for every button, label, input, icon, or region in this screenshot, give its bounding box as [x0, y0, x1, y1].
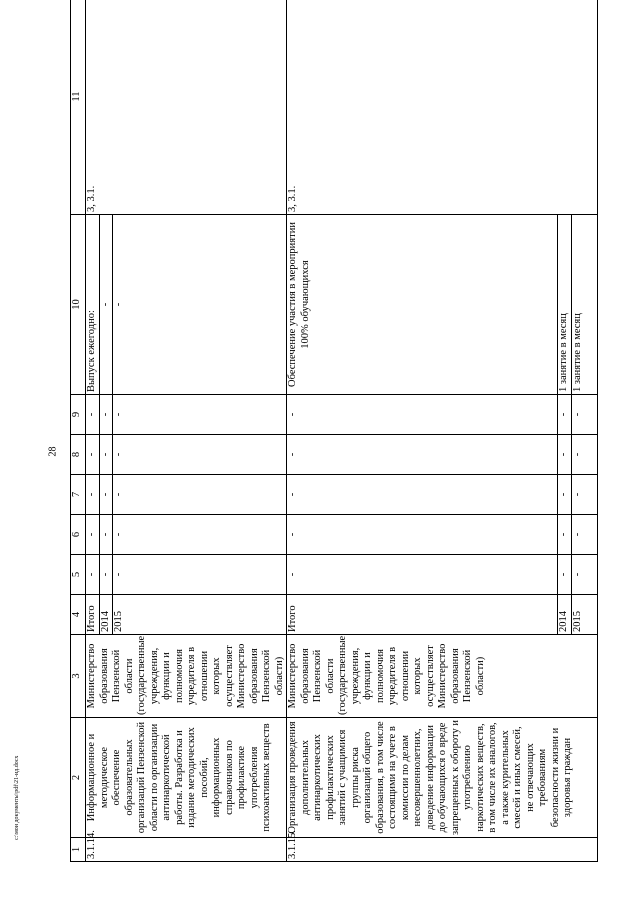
activity-executor: Министерство образования Пензенской области (государственные учреждения, функции и полномочия учредителя в отношении которых осуществляет Министерство образования Пензенской области)	[287, 635, 598, 718]
column-header: 8	[71, 435, 86, 475]
column-header: 10	[71, 215, 86, 395]
indicator-cell: -	[113, 215, 287, 395]
value-cell: -	[113, 475, 287, 515]
value-cell: -	[287, 435, 558, 475]
footer-file-path: c:\мои документы\pdf\21-ид.docx	[14, 755, 20, 840]
indicator-cell: -	[99, 215, 113, 395]
indicator-cell: Обеспечение участия в мероприятии 100% обучающихся	[287, 215, 558, 395]
value-cell: -	[113, 555, 287, 595]
column-header: 7	[71, 475, 86, 515]
value-cell: -	[558, 435, 572, 475]
column-header: 6	[71, 515, 86, 555]
value-cell: -	[86, 435, 100, 475]
activity-description: Организация проведения дополнительных антинаркотических профилактических занятий с учащимися группы риска организаций общего образования, в том числе состоящими на учете в комиссии по делам несовершеннолетних, доведение информации до обучающихся о вреде запрещенных к обороту и употреблению наркотических веществ, в том числе их аналогов, а также курительных смесей и иных смесей, не отвечающих требованиям безопасности жизни и здоровья граждан	[287, 718, 598, 838]
indicator-cell: 1 занятие в месяц	[558, 215, 572, 395]
year-cell: 2015	[571, 595, 598, 635]
table-row	[287, 0, 558, 862]
value-cell: -	[287, 515, 558, 555]
value-cell: -	[99, 555, 113, 595]
value-cell: -	[287, 555, 558, 595]
value-cell: -	[558, 555, 572, 595]
value-cell: -	[113, 435, 287, 475]
value-cell: -	[558, 515, 572, 555]
column-header: 11	[71, 0, 86, 215]
year-cell: Итого	[287, 595, 558, 635]
year-cell: 2014	[99, 595, 113, 635]
value-cell: -	[86, 515, 100, 555]
activity-number: 3.1.14.	[86, 838, 287, 862]
value-cell: -	[287, 395, 558, 435]
value-cell: -	[571, 555, 598, 595]
program-activities-table	[70, 0, 598, 862]
value-cell: -	[99, 395, 113, 435]
year-cell: 2015	[113, 595, 287, 635]
value-cell: -	[86, 555, 100, 595]
column-header: 1	[71, 838, 86, 862]
table-row	[86, 0, 100, 862]
column-header: 4	[71, 595, 86, 635]
year-cell: Итого	[86, 595, 100, 635]
value-cell: -	[571, 475, 598, 515]
column-header: 5	[71, 555, 86, 595]
value-cell: -	[571, 395, 598, 435]
value-cell: -	[287, 475, 558, 515]
value-cell: -	[558, 395, 572, 435]
column-header: 9	[71, 395, 86, 435]
activity-description: Информационное и методическое обеспечение образовательных организаций Пензенской области по организации антинаркотической работы. Разработка и издание методических пособий, информационных справочников по профилактике употребления психоактивных веществ	[86, 718, 287, 838]
value-cell: -	[99, 515, 113, 555]
activity-executor: Министерство образования Пензенской области (государственные учреждения, функции и полномочия учредителя в отношении которых осуществляет Министерство образования Пензенской области)	[86, 635, 287, 718]
value-cell: -	[86, 475, 100, 515]
column-number-row	[71, 0, 86, 862]
value-cell: -	[571, 515, 598, 555]
task-reference: 3, 3.1.	[86, 0, 287, 215]
indicator-cell: 1 занятие в месяц	[571, 215, 598, 395]
value-cell: -	[86, 395, 100, 435]
page-number: 28	[47, 446, 59, 457]
value-cell: -	[113, 395, 287, 435]
value-cell: -	[113, 515, 287, 555]
indicator-cell: Выпуск ежегодно:	[86, 215, 100, 395]
value-cell: -	[99, 475, 113, 515]
value-cell: -	[558, 475, 572, 515]
task-reference: 3, 3.1.	[287, 0, 598, 215]
rotated-table-wrapper	[70, 23, 594, 862]
activity-number: 3.1.15.	[287, 838, 598, 862]
value-cell: -	[99, 435, 113, 475]
year-cell: 2014	[558, 595, 572, 635]
column-header: 2	[71, 718, 86, 838]
value-cell: -	[571, 435, 598, 475]
column-header: 3	[71, 635, 86, 718]
